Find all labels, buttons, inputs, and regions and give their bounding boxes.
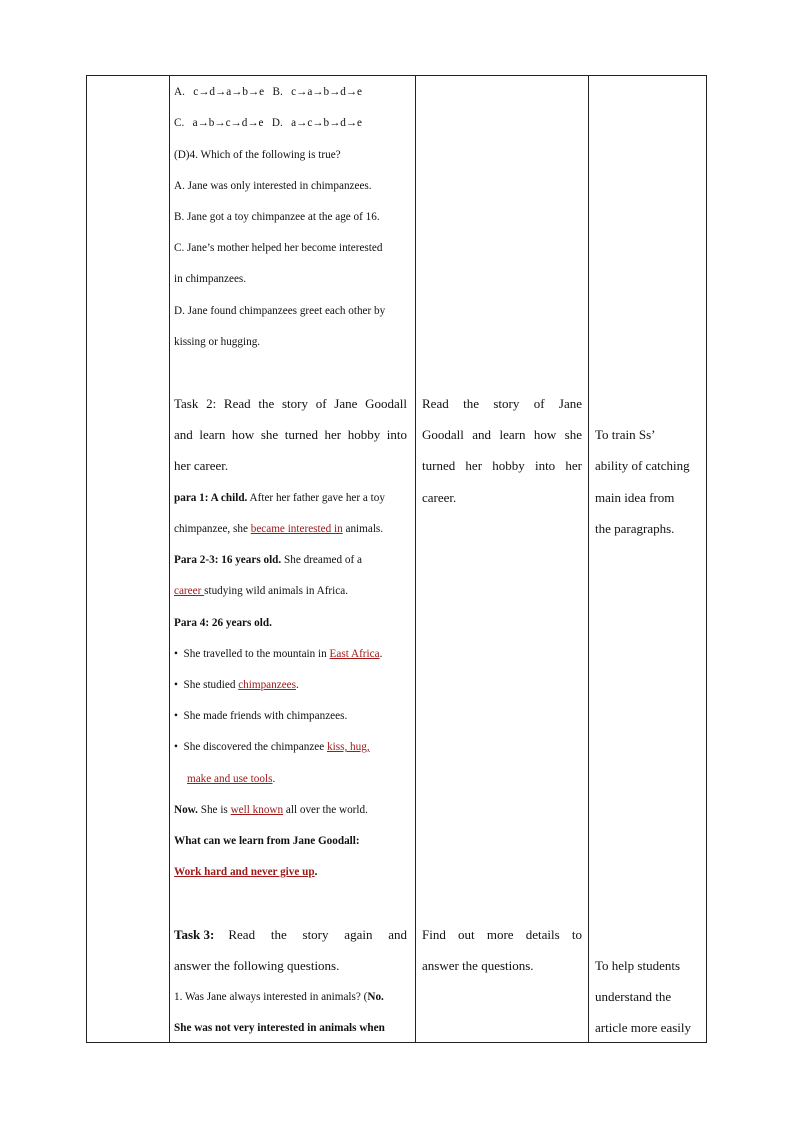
question-1-answer: She was not very interested in animals when — [174, 1022, 385, 1034]
question-4-option-a: A. Jane was only interested in chimpanzees. — [174, 180, 372, 192]
bullet-item: • She studied chimpanzees. — [174, 679, 299, 691]
question-4-option-d-cont: kissing or hugging. — [174, 336, 261, 348]
question-4-option-d: D. Jane found chimpanzees greet each other by — [174, 305, 386, 317]
para-2-3-line: Para 2-3: 16 years old. She dreamed of a — [174, 554, 362, 566]
answer-east-africa: East Africa — [329, 648, 380, 660]
learn-question: What can we learn from Jane Goodall: — [174, 835, 360, 847]
task-3-title-cont: answer the following questions. — [174, 958, 340, 973]
activity-task-2-end: career. — [422, 490, 457, 505]
task-2-title: Task 2: Read the story of Jane Goodall — [174, 396, 407, 411]
purpose-task-2: To train Ss’ — [595, 427, 656, 442]
column-divider — [415, 76, 416, 1042]
answer-make-use-tools: make and use tools — [187, 773, 273, 785]
purpose-task-2-cont: ability of catching — [595, 458, 690, 473]
column-divider — [169, 76, 170, 1042]
activity-task-2-cont: Goodall and learn how she — [422, 427, 582, 442]
bullet-item: • She travelled to the mountain in East Africa. — [174, 648, 383, 660]
purpose-task-2-end: the paragraphs. — [595, 521, 675, 536]
activity-task-2: Read the story of Jane — [422, 396, 582, 411]
purpose-cell — [595, 76, 705, 1042]
task-3-title: Task 3: Read the story again and — [174, 927, 407, 942]
options-c-d: C. a→b→c→d→e D. a→c→b→d→e — [174, 117, 363, 129]
task-2-title-end: her career. — [174, 458, 229, 473]
answer-became-interested-in: became interested in — [250, 523, 343, 535]
question-4-option-b: B. Jane got a toy chimpanzee at the age of 16. — [174, 211, 380, 223]
task-2-title-cont: and learn how she turned her hobby into — [174, 427, 407, 442]
teaching-content-cell — [174, 76, 412, 1042]
para-2-3-line-2: career studying wild animals in Africa. — [174, 585, 348, 597]
learn-answer-line: Work hard and never give up. — [174, 866, 318, 878]
activity-task-3: Find out more details to — [422, 927, 582, 942]
bullet-item-cont: make and use tools. — [187, 773, 276, 785]
question-4-option-c-cont: in chimpanzees. — [174, 273, 247, 285]
para-1-line: para 1: A child. After her father gave her a toy — [174, 492, 385, 504]
answer-chimpanzees: chimpanzees — [238, 679, 296, 691]
para-4-heading: Para 4: 26 years old. — [174, 617, 272, 629]
purpose-task-3: To help students — [595, 958, 681, 973]
lesson-plan-table — [86, 75, 707, 1043]
answer-career: career — [174, 585, 205, 597]
purpose-task-2-cont: main idea from — [595, 490, 675, 505]
bullet-item: • She discovered the chimpanzee kiss, hug, — [174, 741, 370, 753]
answer-work-hard: Work hard and never give up — [174, 866, 315, 878]
options-a-b: A. c→d→a→b→e B. c→a→b→d→e — [174, 86, 363, 98]
para-1-line-2: chimpanzee, she became interested in animals. — [174, 523, 384, 535]
activity-task-2-cont: turned her hobby into her — [422, 458, 582, 473]
answer-kiss-hug: kiss, hug, — [327, 741, 370, 753]
question-4-option-c: C. Jane’s mother helped her become interested — [174, 242, 383, 254]
question-4: (D)4. Which of the following is true? — [174, 149, 341, 161]
bullet-item: • She made friends with chimpanzees. — [174, 710, 348, 722]
answer-well-known: well known — [230, 804, 284, 816]
column-divider — [588, 76, 589, 1042]
activity-task-3-cont: answer the questions. — [422, 958, 534, 973]
purpose-task-3-cont: understand the — [595, 989, 672, 1004]
purpose-task-3-end: article more easily — [595, 1020, 692, 1035]
now-line: Now. She is well known all over the world. — [174, 804, 368, 816]
question-1: 1. Was Jane always interested in animals? (No. — [174, 991, 384, 1003]
student-activity-cell — [422, 76, 584, 1042]
